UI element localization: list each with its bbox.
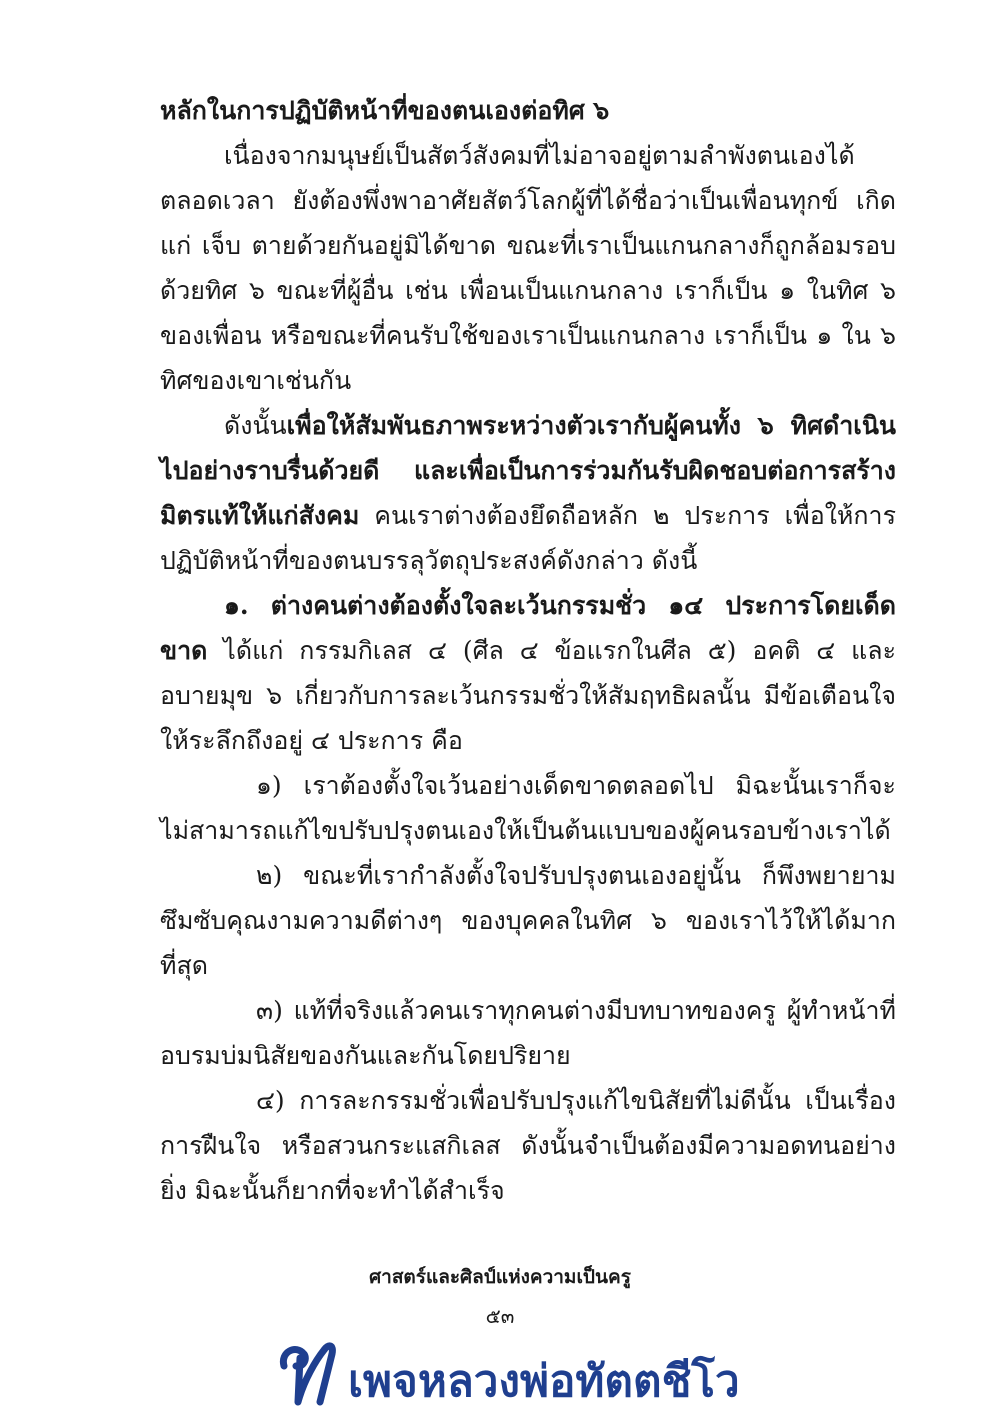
- list-item: ๑) เราต้องตั้งใจเว้นอย่างเด็ดขาดตลอดไป มิฉะนั้นเราก็จะไม่สามารถแก้ไขปรับปรุงตนเองให้เป็นต้นแบบของผู้คนรอบข้างเราได้: [160, 771, 896, 845]
- body-text: [160, 88, 896, 1213]
- paragraph-2: [160, 403, 896, 583]
- brand-name: เพจหลวงพ่อทัตตชีโว: [348, 1356, 740, 1407]
- paragraph-3: [160, 583, 896, 763]
- book-title-caption: ศาสตร์และศิลป์แห่งความเป็นครู: [369, 1266, 631, 1288]
- page-number: ๕๓: [485, 1304, 515, 1328]
- paragraph-1: เนื่องจากมนุษย์เป็นสัตว์สังคมที่ไม่อาจอยู่ตามลำพังตนเองได้ตลอดเวลา ยังต้องพึ่งพาอาศัยสัตว์โลกผู้ที่ได้ชื่อว่าเป็นเพื่อนทุกข์ เกิด แก่ เจ็บ ตายด้วยกันอยู่มิได้ขาด ขณะที่เราเป็นแกนกลางก็ถูกล้อมรอบด้วยทิศ ๖ ขณะที่ผู้อื่น เช่น เพื่อนเป็นแกนกลาง เราก็เป็น ๑ ในทิศ ๖ ของเพื่อน หรือขณะที่คนรับใช้ของเราเป็นแกนกลาง เราก็เป็น ๑ ใน ๖ ทิศของเขาเช่นกัน: [160, 141, 896, 395]
- paragraph-2-lead: ดังนั้น: [224, 411, 287, 440]
- brand-logo: [270, 1336, 740, 1408]
- list-item: ๓) แท้ที่จริงแล้วคนเราทุกคนต่างมีบทบาทของครู ผู้ทำหน้าที่อบรมบ่มนิสัยของกันและกันโดยปริยาย: [160, 996, 896, 1070]
- paragraph-3-bold: ๑. ต่างคนต่างต้องตั้งใจละเว้นกรรมชั่ว ๑๔ ประการโดยเด็ดขาด: [160, 591, 896, 665]
- paragraph-2-rest: คนเราต่างต้องยึดถือหลัก ๒ ประการ เพื่อให้การปฏิบัติหน้าที่ของตนบรรลุวัตถุประสงค์ดังกล่าว ดังนี้: [160, 501, 896, 575]
- thai-letter-logo-icon: [270, 1336, 350, 1408]
- paragraph-3-rest: ได้แก่ กรรมกิเลส ๔ (ศีล ๔ ข้อแรกในศีล ๕) อคติ ๔ และอบายมุข ๖ เกี่ยวกับการละเว้นกรรมชั่วให้สัมฤทธิผลนั้น มีข้อเตือนใจให้ระลึกถึงอยู่ ๔ ประการ คือ: [160, 636, 896, 755]
- list-item: ๔) การละกรรมชั่วเพื่อปรับปรุงแก้ไขนิสัยที่ไม่ดีนั้น เป็นเรื่องการฝืนใจ หรือสวนกระแสกิเลส ดังนั้นจำเป็นต้องมีความอดทนอย่างยิ่ง มิฉะนั้นก็ยากที่จะทำได้สำเร็จ: [160, 1086, 896, 1205]
- paragraph-2-bold: เพื่อให้สัมพันธภาพระหว่างตัวเรากับผู้คนทั้ง ๖ ทิศดำเนินไปอย่างราบรื่นด้วยดี และเพื่อเป็นการร่วมกันรับผิดชอบต่อการสร้างมิตรแท้ให้แก่สังคม: [160, 411, 896, 530]
- list-item: ๒) ขณะที่เรากำลังตั้งใจปรับปรุงตนเองอยู่นั้น ก็พึงพยายามซึมซับคุณงามความดีต่างๆ ของบุคคลในทิศ ๖ ของเราไว้ให้ได้มากที่สุด: [160, 861, 896, 980]
- section-heading: หลักในการปฏิบัติหน้าที่ของตนเองต่อทิศ ๖: [160, 96, 610, 125]
